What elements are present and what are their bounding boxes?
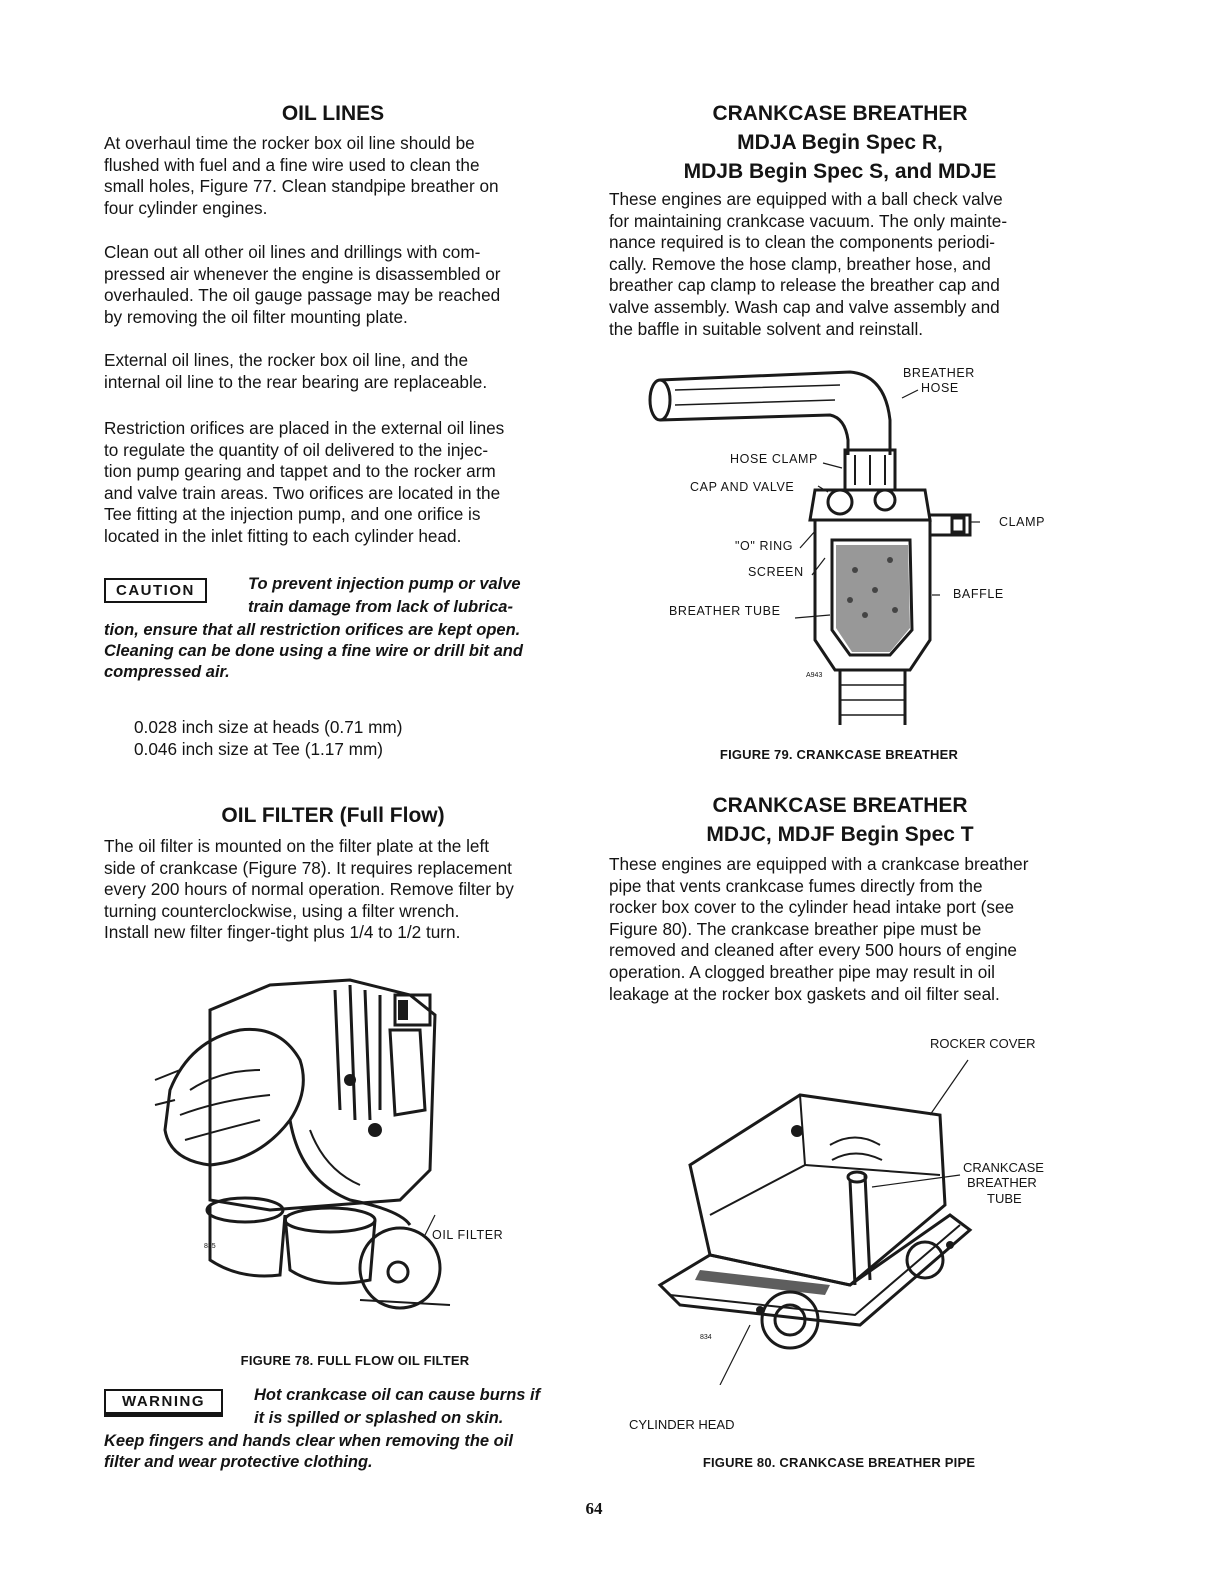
oil-lines-paragraph-3: External oil lines, the rocker box oil line, and the internal oil line to the rear bearing are replaceable. — [104, 350, 488, 392]
figure-80-tube-label: TUBE — [987, 1191, 1022, 1206]
figure-79-caption: FIGURE 79. CRANKCASE BREATHER — [719, 747, 959, 762]
figure-79-breather-tube-label: BREATHER TUBE — [669, 604, 781, 618]
oil-filter-paragraph: The oil filter is mounted on the filter plate at the left side of crankcase (Figure 78). It requires replacement every 200 hours of normal operation. Remove filter by turning counterclockwise, using a filter wrench. Install new filter finger-tight plus 1/4 to 1/2 turn. — [104, 836, 514, 943]
figure-79-hose-label: HOSE — [921, 381, 959, 395]
figure-79-baffle-label: BAFFLE — [953, 587, 1004, 601]
figure-79-o-ring-label: "O" RING — [735, 539, 794, 553]
figure-80-rocker-cover-label: ROCKER COVER — [930, 1036, 1036, 1051]
figure-79-cap-and-valve-label: CAP AND VALVE — [690, 480, 795, 494]
figure-80-cylinder-head-label: CYLINDER HEAD — [629, 1417, 735, 1432]
breather-2-heading-line-1: CRANKCASE BREATHER — [712, 794, 968, 817]
figure-80-code: 834 — [700, 1334, 712, 1341]
warning-line-1: Hot crankcase oil can cause burns if — [254, 1386, 541, 1404]
figure-79-screen-label: SCREEN — [748, 565, 804, 579]
caution-text: tion, ensure that all restriction orifices are kept open. Cleaning can be done using a fine wire or drill bit and compressed air. — [104, 621, 523, 681]
breather-2-heading-line-2: MDJC, MDJF Begin Spec T — [706, 823, 974, 846]
oil-lines-paragraph-4: Restriction orifices are placed in the external oil lines to regulate the quantity of oil delivered to the injec- tion pump gearing and tappet and to the rocker arm and valve train areas. Two orifices are located in the Tee fitting at the injection pump, and one orifice is located in the inlet fitting to each cylinder head. — [104, 418, 505, 546]
warning-text: Keep fingers and hands clear when removing the oil filter and wear protective clothing. — [104, 1432, 513, 1471]
figure-79-clamp-label: CLAMP — [999, 515, 1046, 529]
page-number: 64 — [585, 1499, 603, 1518]
figure-80-caption: FIGURE 80. CRANKCASE BREATHER PIPE — [702, 1455, 976, 1470]
figure-80-crankcase-label: CRANKCASE — [963, 1160, 1044, 1175]
orifice-size-heads: 0.028 inch size at heads (0.71 mm) — [134, 717, 403, 737]
breather-1-paragraph: These engines are equipped with a ball check valve for maintaining crankcase vacuum. The only mainte- nance required is to clean the components periodi- cally. Remove the hose clamp, breather hose, and breather cap clamp to release the breather cap and valve assembly. Wash cap and valve assembly and the baffle in suitable solvent and reinstall. — [609, 189, 1008, 339]
warning-line-2: it is spilled or splashed on skin. — [254, 1409, 504, 1427]
figure-79-breather-label: BREATHER — [903, 366, 975, 380]
figure-78-caption: FIGURE 78. FULL FLOW OIL FILTER — [240, 1353, 470, 1368]
figure-78-oil-filter-illustration — [150, 970, 540, 1310]
warning-badge: WARNING — [104, 1389, 223, 1417]
caution-badge: CAUTION — [104, 578, 207, 603]
oil-lines-paragraph-2: Clean out all other oil lines and drillings with com- pressed air whenever the engine is disassembled or overhauled. The oil gauge passage may be reached by removing the oil filter mounting plate. — [104, 242, 501, 327]
caution-line-2: train damage from lack of lubrica- — [248, 598, 513, 616]
breather-1-heading-line-1: CRANKCASE BREATHER — [712, 102, 968, 125]
breather-1-heading-line-3: MDJB Begin Spec S, and MDJE — [683, 160, 997, 183]
orifice-size-tee: 0.046 inch size at Tee (1.17 mm) — [134, 739, 384, 759]
breather-1-heading-line-2: MDJA Begin Spec R, — [737, 131, 943, 154]
caution-line-1: To prevent injection pump or valve — [248, 575, 521, 593]
figure-78-oil-filter-label: OIL FILTER — [432, 1228, 504, 1242]
oil-filter-heading: OIL FILTER (Full Flow) — [221, 804, 445, 827]
figure-80-breather-label: BREATHER — [967, 1175, 1037, 1190]
figure-79-hose-clamp-label: HOSE CLAMP — [730, 452, 818, 466]
oil-lines-heading: OIL LINES — [281, 102, 385, 125]
breather-2-paragraph: These engines are equipped with a crankcase breather pipe that vents crankcase fumes directly from the rocker box cover to the cylinder head intake port (see Figure 80). The crankcase breather pipe must be removed and cleaned after every 500 hours of engine operation. A clogged breather pipe may result in oil leakage at the rocker box gaskets and oil filter seal. — [609, 854, 1029, 1004]
oil-lines-paragraph-1: At overhaul time the rocker box oil line should be flushed with fuel and a fine wire used to clean the small holes, Figure 77. Clean standpipe breather on four cylinder engines. — [104, 133, 499, 218]
figure-78-code: 835 — [204, 1243, 216, 1250]
figure-79-code: A943 — [806, 672, 823, 679]
